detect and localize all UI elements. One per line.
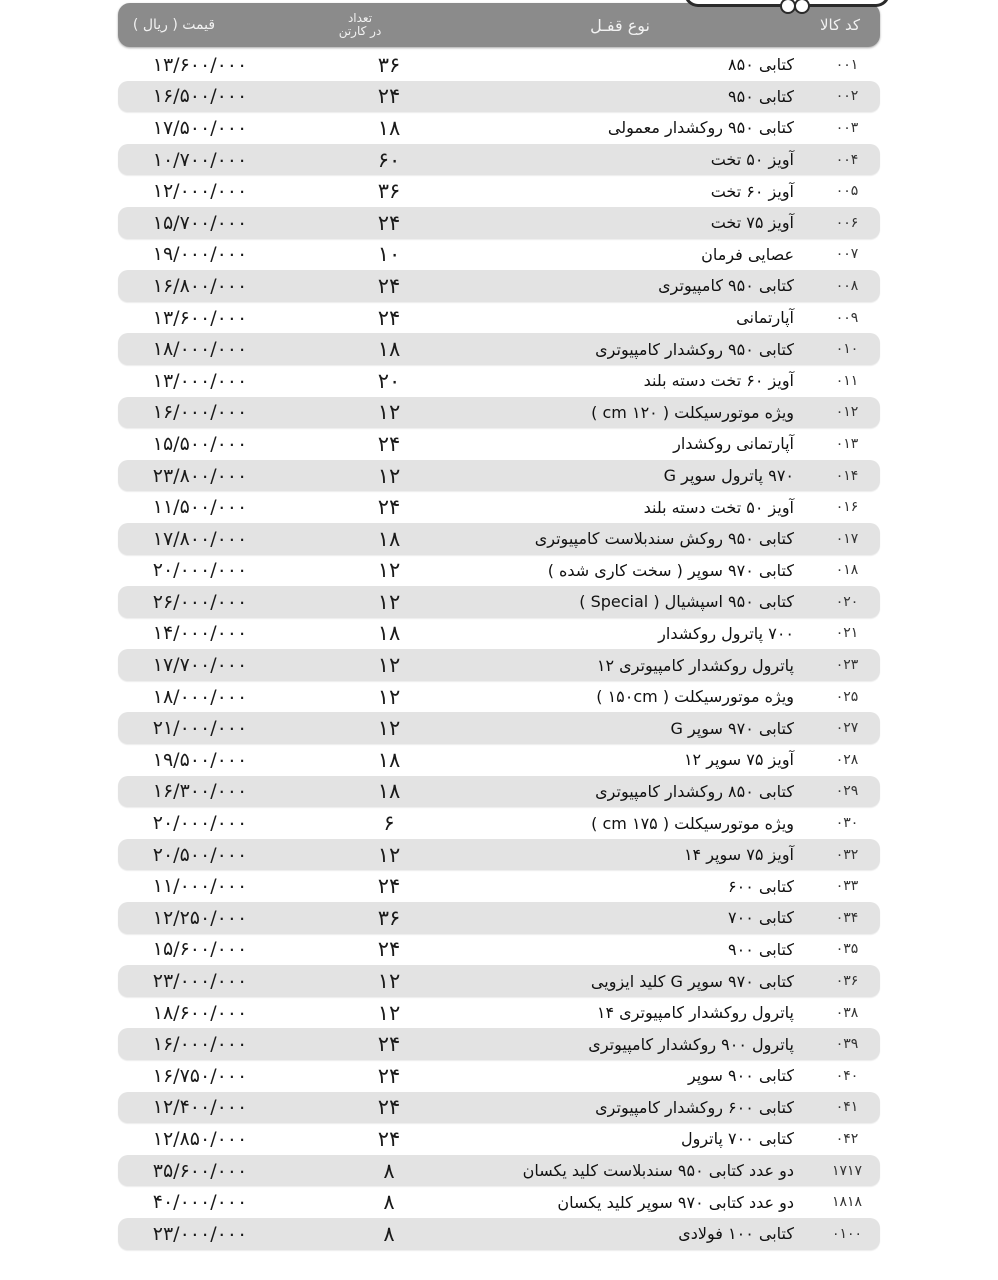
price-rial: ۲۳/۸۰۰/۰۰۰ <box>152 464 248 487</box>
carton-quantity: ۸ <box>383 1190 395 1215</box>
table-row <box>118 1218 880 1250</box>
table-row <box>118 744 880 776</box>
lock-type: پاترول روکشدار کامپیوتری ۱۲ <box>596 655 794 675</box>
table-row <box>118 270 880 302</box>
table-row <box>118 997 880 1029</box>
lock-type: ویژه موتورسیکلت ( ۱۷۵ cm ) <box>591 813 794 833</box>
price-rial: ۱۶/۰۰۰/۰۰۰ <box>152 1033 248 1056</box>
table-row <box>118 144 880 176</box>
table-row <box>118 397 880 429</box>
price-rial: ۱۱/۵۰۰/۰۰۰ <box>152 496 248 519</box>
lock-type: کتابی ۹۰۰ <box>728 939 794 959</box>
logo-dot-icon <box>794 0 810 14</box>
header-lock-type: نوع قفـل <box>590 15 650 35</box>
table-row <box>118 428 880 460</box>
table-row <box>118 365 880 397</box>
lock-type: آپارتمانی <box>736 308 794 328</box>
product-code: ۰۰۶ <box>835 214 859 231</box>
product-code: ۰۳۴ <box>835 909 859 926</box>
table-row <box>118 649 880 681</box>
price-rial: ۱۲/۰۰۰/۰۰۰ <box>152 180 248 203</box>
product-code: ۰۱۳ <box>835 435 859 452</box>
lock-type: کتابی ۹۷۰ سوپر ( سخت کاری شده ) <box>547 560 794 580</box>
header-quantity-line1: تعداد <box>347 11 373 25</box>
product-code: ۰۲۰ <box>835 593 859 610</box>
lock-type: کتابی ۱۰۰ فولادی <box>678 1224 794 1244</box>
carton-quantity: ۲۰ <box>377 368 401 393</box>
carton-quantity: ۶۰ <box>377 147 401 172</box>
lock-type: کتابی ۹۰۰ سوپر <box>687 1066 794 1086</box>
product-code: ۰۲۵ <box>835 688 859 705</box>
lock-type: کتابی ۹۵۰ <box>728 86 794 106</box>
carton-quantity: ۲۴ <box>377 1032 401 1057</box>
product-code: ۰۰۲ <box>835 88 859 105</box>
table-row <box>118 333 880 365</box>
price-rial: ۱۳/۶۰۰/۰۰۰ <box>152 306 248 329</box>
carton-quantity: ۸ <box>383 1158 395 1183</box>
table-row <box>118 807 880 839</box>
product-code: ۰۰۷ <box>835 246 859 263</box>
carton-quantity: ۲۴ <box>377 84 401 109</box>
lock-type: کتابی ۷۰۰ <box>728 908 794 928</box>
price-rial: ۲۰/۰۰۰/۰۰۰ <box>152 559 248 582</box>
lock-type: کتابی ۸۵۰ روکشدار کامپیوتری <box>595 781 794 801</box>
table-body <box>118 49 880 1250</box>
table-row <box>118 112 880 144</box>
carton-quantity: ۲۴ <box>377 273 401 298</box>
product-code: ۰۳۵ <box>835 941 859 958</box>
price-rial: ۲۰/۵۰۰/۰۰۰ <box>152 843 248 866</box>
carton-quantity: ۱۲ <box>377 589 401 614</box>
carton-quantity: ۱۸ <box>377 621 401 646</box>
table-row <box>118 81 880 113</box>
lock-type: آویز ۵۰ تخت دسته بلند <box>643 497 794 517</box>
price-rial: ۲۶/۰۰۰/۰۰۰ <box>152 590 248 613</box>
lock-type: دو عدد کتابی ۹۷۰ سوپر کلید یکسان <box>557 1192 794 1212</box>
table-row <box>118 681 880 713</box>
price-rial: ۱۸/۰۰۰/۰۰۰ <box>152 338 248 361</box>
carton-quantity: ۱۲ <box>377 653 401 678</box>
carton-quantity: ۸ <box>383 1221 395 1246</box>
carton-quantity: ۱۲ <box>377 400 401 425</box>
header-code: کد کالا <box>819 16 861 34</box>
price-rial: ۱۷/۷۰۰/۰۰۰ <box>152 654 248 677</box>
product-code: ۰۳۲ <box>835 846 859 863</box>
table-row <box>118 491 880 523</box>
carton-quantity: ۲۴ <box>377 1095 401 1120</box>
table-row <box>118 175 880 207</box>
price-rial: ۱۷/۵۰۰/۰۰۰ <box>152 116 248 139</box>
brand-logo <box>684 0 884 16</box>
lock-type: کتابی ۹۷۰ سوپر G کلید ایزویی <box>590 971 794 991</box>
price-rial: ۲۱/۰۰۰/۰۰۰ <box>152 717 248 740</box>
lock-type: ۷۰۰ پاترول روکشدار <box>658 623 794 643</box>
price-rial: ۱۴/۰۰۰/۰۰۰ <box>152 622 248 645</box>
lock-type: عصایی فرمان <box>701 244 794 264</box>
lock-type: کتابی ۹۵۰ کامپیوتری <box>658 276 794 296</box>
product-code: ۰۳۹ <box>835 1036 859 1053</box>
table-row <box>118 776 880 808</box>
carton-quantity: ۳۶ <box>377 905 401 930</box>
carton-quantity: ۱۸ <box>377 747 401 772</box>
table-row <box>118 1186 880 1218</box>
product-code: ۰۳۸ <box>835 1004 859 1021</box>
price-rial: ۲۳/۰۰۰/۰۰۰ <box>152 1222 248 1245</box>
carton-quantity: ۲۴ <box>377 874 401 899</box>
product-code: ۰۰۴ <box>835 151 859 168</box>
table-row <box>118 207 880 239</box>
product-code: ۰۱۶ <box>835 499 859 516</box>
price-rial: ۱۹/۵۰۰/۰۰۰ <box>152 748 248 771</box>
table-row <box>118 586 880 618</box>
product-code: ۰۲۱ <box>835 625 859 642</box>
product-code: ۰۱۸ <box>835 562 859 579</box>
carton-quantity: ۱۸ <box>377 526 401 551</box>
price-rial: ۱۰/۷۰۰/۰۰۰ <box>152 148 248 171</box>
product-code: ۰۱۰۰ <box>831 1225 863 1242</box>
product-code: ۰۱۷ <box>835 530 859 547</box>
lock-type: ۹۷۰ پاترول سوپر G <box>663 466 794 486</box>
product-code: ۰۲۸ <box>835 751 859 768</box>
header-quantity-line2: در کارتن <box>338 24 382 38</box>
price-rial: ۱۲/۸۵۰/۰۰۰ <box>152 1127 248 1150</box>
table-row <box>118 239 880 271</box>
lock-type: ویژه موتورسیکلت ( ۱۵۰cm ) <box>596 687 794 707</box>
product-code: ۰۳۶ <box>835 973 859 990</box>
product-code: ۰۲۹ <box>835 783 859 800</box>
carton-quantity: ۲۴ <box>377 1063 401 1088</box>
carton-quantity: ۱۲ <box>377 1000 401 1025</box>
price-rial: ۲۳/۰۰۰/۰۰۰ <box>152 970 248 993</box>
price-rial: ۱۶/۳۰۰/۰۰۰ <box>152 780 248 803</box>
price-rial: ۱۳/۰۰۰/۰۰۰ <box>152 369 248 392</box>
carton-quantity: ۲۴ <box>377 431 401 456</box>
lock-type: آپارتمانی روکشدار <box>673 434 794 454</box>
lock-type: پاترول روکشدار کامپیوتری ۱۴ <box>596 1003 794 1023</box>
lock-type: کتابی ۹۵۰ روکشدار کامپیوتری <box>595 339 794 359</box>
carton-quantity: ۱۲ <box>377 558 401 583</box>
price-rial: ۱۱/۰۰۰/۰۰۰ <box>152 875 248 898</box>
product-code: ۰۰۱ <box>835 56 859 73</box>
table-row <box>118 555 880 587</box>
carton-quantity: ۳۶ <box>377 179 401 204</box>
lock-type: آویز ۷۵ سوپر ۱۴ <box>683 845 794 865</box>
table-row <box>118 49 880 81</box>
carton-quantity: ۲۴ <box>377 495 401 520</box>
product-code: ۰۴۱ <box>835 1099 859 1116</box>
lock-type: آویز ۵۰ تخت <box>710 150 794 170</box>
product-code: ۰۲۷ <box>835 720 859 737</box>
carton-quantity: ۱۲ <box>377 684 401 709</box>
carton-quantity: ۱۸ <box>377 337 401 362</box>
table-row <box>118 618 880 650</box>
product-code: ۰۱۴ <box>835 467 859 484</box>
carton-quantity: ۲۴ <box>377 305 401 330</box>
product-code: ۰۱۲ <box>835 404 859 421</box>
lock-type: کتابی ۹۵۰ روکش سندبلاست کامپیوتری <box>534 529 794 549</box>
carton-quantity: ۲۴ <box>377 937 401 962</box>
lock-type: آویز ۷۵ تخت <box>710 213 794 233</box>
price-rial: ۱۲/۲۵۰/۰۰۰ <box>152 906 248 929</box>
price-rial: ۱۶/۰۰۰/۰۰۰ <box>152 401 248 424</box>
lock-type: آویز ۷۵ سوپر ۱۲ <box>683 750 794 770</box>
product-code: ۰۰۵ <box>835 183 859 200</box>
lock-type: ویژه موتورسیکلت ( ۱۲۰ cm ) <box>591 402 794 422</box>
carton-quantity: ۱۰ <box>377 242 401 267</box>
price-list-table <box>118 3 880 1250</box>
price-rial: ۱۵/۵۰۰/۰۰۰ <box>152 432 248 455</box>
lock-type: آویز ۶۰ تخت <box>710 181 794 201</box>
price-rial: ۱۵/۷۰۰/۰۰۰ <box>152 211 248 234</box>
table-row <box>118 1092 880 1124</box>
product-code: ۰۴۲ <box>835 1130 859 1147</box>
lock-type: کتابی ۶۰۰ روکشدار کامپیوتری <box>595 1097 794 1117</box>
lock-type: کتابی ۷۰۰ پاترول <box>680 1129 794 1149</box>
product-code: ۰۳۳ <box>835 878 859 895</box>
price-rial: ۱۶/۸۰۰/۰۰۰ <box>152 274 248 297</box>
carton-quantity: ۲۴ <box>377 210 401 235</box>
table-row <box>118 870 880 902</box>
lock-type: پاترول ۹۰۰ روکشدار کامپیوتری <box>588 1034 794 1054</box>
product-code: ۰۳۰ <box>835 815 859 832</box>
lock-type: کتابی ۹۵۰ اسپشیال ( Special ) <box>579 592 794 612</box>
carton-quantity: ۱۲ <box>377 716 401 741</box>
product-code: ۰۰۹ <box>835 309 859 326</box>
product-code: ۰۲۳ <box>835 657 859 674</box>
carton-quantity: ۱۲ <box>377 842 401 867</box>
lock-type: کتابی ۹۵۰ روکشدار معمولی <box>607 118 794 138</box>
carton-quantity: ۳۶ <box>377 52 401 77</box>
carton-quantity: ۱۲ <box>377 969 401 994</box>
lock-type: آویز ۶۰ تخت دسته بلند <box>643 371 794 391</box>
carton-quantity: ۱۲ <box>377 463 401 488</box>
table-row <box>118 523 880 555</box>
carton-quantity: ۱۸ <box>377 779 401 804</box>
header-quantity <box>270 12 420 38</box>
lock-type: دو عدد کتابی ۹۵۰ سندبلاست کلید یکسان <box>522 1161 794 1181</box>
product-code: ۰۰۸ <box>835 277 859 294</box>
table-row <box>118 934 880 966</box>
price-rial: ۲۰/۰۰۰/۰۰۰ <box>152 812 248 835</box>
table-row <box>118 302 880 334</box>
price-rial: ۱۲/۴۰۰/۰۰۰ <box>152 1096 248 1119</box>
price-rial: ۱۹/۰۰۰/۰۰۰ <box>152 243 248 266</box>
lock-type: کتابی ۹۷۰ سوپر G <box>670 718 794 738</box>
lock-type: کتابی ۶۰۰ <box>728 876 794 896</box>
product-code: ۱۷۱۷ <box>831 1162 863 1179</box>
table-row <box>118 965 880 997</box>
table-row <box>118 1028 880 1060</box>
price-rial: ۱۸/۶۰۰/۰۰۰ <box>152 1001 248 1024</box>
header-price: قیمت ( ریال ) <box>132 17 216 33</box>
product-code: ۰۱۱ <box>835 372 859 389</box>
table-row <box>118 460 880 492</box>
price-rial: ۱۵/۶۰۰/۰۰۰ <box>152 938 248 961</box>
price-rial: ۱۸/۰۰۰/۰۰۰ <box>152 685 248 708</box>
price-rial: ۱۶/۵۰۰/۰۰۰ <box>152 85 248 108</box>
table-row <box>118 1060 880 1092</box>
product-code: ۰۴۰ <box>835 1067 859 1084</box>
product-code: ۰۱۰ <box>835 341 859 358</box>
product-code: ۰۰۳ <box>835 119 859 136</box>
table-row <box>118 902 880 934</box>
carton-quantity: ۱۸ <box>377 115 401 140</box>
table-row <box>118 1123 880 1155</box>
table-row <box>118 712 880 744</box>
lock-type: کتابی ۸۵۰ <box>728 55 794 75</box>
product-code: ۱۸۱۸ <box>831 1194 863 1211</box>
price-rial: ۱۶/۷۵۰/۰۰۰ <box>152 1064 248 1087</box>
price-rial: ۱۷/۸۰۰/۰۰۰ <box>152 527 248 550</box>
table-row <box>118 839 880 871</box>
price-rial: ۱۳/۶۰۰/۰۰۰ <box>152 53 248 76</box>
table-row <box>118 1155 880 1187</box>
price-rial: ۳۵/۶۰۰/۰۰۰ <box>152 1159 248 1182</box>
price-rial: ۴۰/۰۰۰/۰۰۰ <box>152 1191 248 1214</box>
carton-quantity: ۲۴ <box>377 1126 401 1151</box>
carton-quantity: ۶ <box>383 811 395 836</box>
